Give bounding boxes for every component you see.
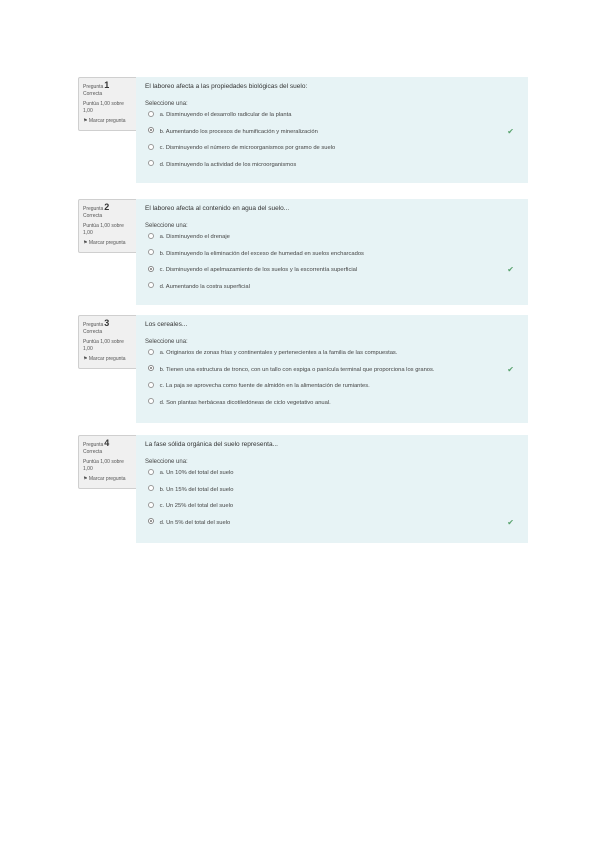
check-icon: ✔ — [507, 364, 514, 374]
radio-button[interactable] — [148, 502, 154, 508]
question-score: Puntúa 1,00 sobre 1,00 — [83, 459, 124, 472]
answer-text: Aumentando la costra superficial — [165, 283, 250, 290]
answer-letter: a. — [159, 234, 165, 240]
radio-button[interactable] — [148, 111, 154, 117]
question-status: Correcta — [83, 449, 103, 455]
answer-option[interactable] — [145, 143, 520, 160]
question-block — [78, 77, 530, 183]
answer-letter: b. — [159, 128, 165, 135]
radio-button[interactable] — [148, 266, 154, 272]
question-block — [78, 315, 530, 423]
radio-button[interactable] — [148, 398, 154, 404]
question-text: La fase sólida orgánica del suelo representa... — [145, 441, 278, 448]
flag-question-link[interactable]: ⚑ Marcar pregunta — [83, 118, 126, 124]
radio-button[interactable] — [148, 127, 154, 133]
question-text: El laboreo afecta al contenido en agua del suelo... — [145, 205, 290, 212]
answer-text: Disminuyendo el número de microorganismos por gramo de suelo — [165, 145, 336, 151]
answer-option[interactable] — [145, 249, 520, 266]
question-info — [78, 315, 138, 369]
answer-list — [145, 110, 520, 176]
answer-option[interactable] — [145, 127, 520, 144]
answer-prompt: Seleccione una: — [145, 101, 188, 107]
answer-text: Son plantas herbáceas dicotiledóneas de ciclo vegetativo anual. — [166, 399, 331, 406]
answer-option[interactable] — [145, 485, 520, 502]
answer-letter: c. — [159, 145, 165, 151]
question-status: Correcta — [83, 91, 103, 97]
flag-icon: ⚑ — [83, 356, 88, 362]
answer-text: Disminuyendo el apelmazamiento de los suelos y la escorrentía superficial — [165, 267, 358, 273]
flag-icon: ⚑ — [83, 118, 88, 124]
answer-option[interactable] — [145, 282, 520, 299]
check-icon: ✔ — [507, 126, 514, 136]
answer-letter: d. — [159, 161, 165, 168]
question-status: Correcta — [83, 329, 103, 335]
flag-icon: ⚑ — [83, 476, 88, 482]
radio-button[interactable] — [148, 382, 154, 388]
question-content — [136, 199, 528, 305]
check-icon: ✔ — [507, 517, 514, 527]
question-number: Pregunta1 — [83, 80, 110, 90]
radio-button[interactable] — [148, 485, 154, 491]
question-number: Pregunta3 — [83, 318, 110, 328]
answer-letter: a. — [159, 112, 165, 118]
answer-text: La paja se aprovecha como fuente de almidón en la alimentación de rumiantes. — [165, 383, 370, 389]
answer-option[interactable] — [145, 265, 520, 282]
question-info — [78, 77, 138, 131]
question-text: Los cereales... — [145, 321, 188, 328]
answer-option[interactable] — [145, 501, 520, 518]
answer-list — [145, 232, 520, 298]
question-score: Puntúa 1,00 sobre 1,00 — [83, 223, 124, 236]
radio-button[interactable] — [148, 518, 154, 524]
question-number: Pregunta4 — [83, 438, 110, 448]
answer-letter: d. — [159, 283, 165, 290]
answer-text: Originarios de zonas frías y continentales y pertenecientes a la familia de las compuestas. — [166, 350, 398, 356]
answer-text: Un 5% del total del suelo — [166, 519, 231, 526]
question-content — [136, 77, 528, 183]
answer-option[interactable] — [145, 110, 520, 127]
answer-letter: a. — [159, 350, 165, 356]
answer-text: Un 25% del total del suelo — [165, 503, 234, 509]
answer-text: Un 10% del total del suelo — [166, 470, 234, 476]
answer-prompt: Seleccione una: — [145, 223, 188, 229]
radio-button[interactable] — [148, 469, 154, 475]
radio-button[interactable] — [148, 160, 154, 166]
question-content — [136, 435, 528, 543]
answer-text: Aumentando los procesos de humificación y mineralización — [165, 128, 318, 135]
answer-text: Tienen una estructura de tronco, con un tallo con espiga o panícula terminal que proporciona los granos. — [165, 366, 435, 373]
question-text: El laboreo afecta a las propiedades biológicas del suelo: — [145, 83, 308, 90]
question-score: Puntúa 1,00 sobre 1,00 — [83, 101, 124, 114]
answer-list — [145, 348, 520, 414]
answer-option[interactable] — [145, 160, 520, 177]
radio-button[interactable] — [148, 233, 154, 239]
question-block — [78, 435, 530, 543]
answer-text: Un 15% del total del suelo — [166, 486, 234, 493]
answer-letter: b. — [159, 250, 165, 257]
check-icon: ✔ — [507, 265, 514, 274]
answer-option[interactable] — [145, 398, 520, 415]
answer-prompt: Seleccione una: — [145, 339, 188, 345]
question-block — [78, 199, 530, 305]
answer-list — [145, 468, 520, 534]
radio-button[interactable] — [148, 282, 154, 288]
radio-button[interactable] — [148, 349, 154, 355]
question-number: Pregunta2 — [83, 202, 110, 212]
question-info — [78, 435, 138, 489]
answer-option[interactable] — [145, 365, 520, 382]
answer-letter: c. — [159, 503, 165, 509]
question-score: Puntúa 1,00 sobre 1,00 — [83, 339, 124, 352]
radio-button[interactable] — [148, 249, 154, 255]
answer-option[interactable] — [145, 518, 520, 535]
flag-question-link[interactable]: ⚑ Marcar pregunta — [83, 240, 126, 246]
answer-letter: d. — [159, 519, 165, 526]
answer-letter: b. — [159, 366, 165, 373]
answer-option[interactable] — [145, 232, 520, 249]
answer-option[interactable] — [145, 381, 520, 398]
answer-letter: c. — [159, 383, 165, 389]
question-info — [78, 199, 138, 253]
answer-option[interactable] — [145, 348, 520, 365]
answer-text: Disminuyendo la actividad de los microorganismos — [166, 161, 297, 168]
question-status: Correcta — [83, 213, 103, 219]
answer-text: Disminuyendo el desarrollo radicular de la planta — [166, 112, 292, 118]
radio-button[interactable] — [148, 365, 154, 371]
flag-question-link[interactable]: ⚑ Marcar pregunta — [83, 356, 126, 362]
answer-text: Disminuyendo la eliminación del exceso de humedad en suelos encharcados — [166, 250, 364, 257]
answer-option[interactable] — [145, 468, 520, 485]
flag-icon: ⚑ — [83, 240, 88, 246]
question-content — [136, 315, 528, 423]
answer-letter: c. — [159, 267, 165, 273]
flag-question-link[interactable]: ⚑ Marcar pregunta — [83, 476, 126, 482]
radio-button[interactable] — [148, 144, 154, 150]
answer-letter: b. — [159, 486, 165, 493]
answer-prompt: Seleccione una: — [145, 459, 188, 465]
answer-letter: a. — [159, 470, 165, 476]
answer-letter: d. — [159, 399, 165, 406]
answer-text: Disminuyendo el drenaje — [166, 234, 230, 240]
